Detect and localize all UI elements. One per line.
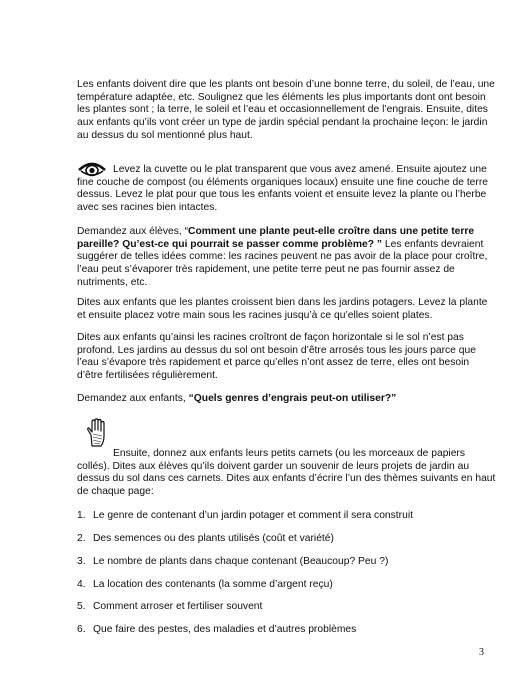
ask-question-text: Comment une plante peut-elle croître dans une petite terre pareille? Qu’est-ce qui pourrait se passer comme problème? ” [77, 226, 475, 250]
list-item-text: Le genre de contenant d’un jardin potager et comment il sera construit [93, 510, 413, 521]
paragraph-notebooks: Ensuite, donnez aux enfants leurs petits carnets (ou les morceaux de papiers collés). Dites aux élèves qu’ils doivent garder un souvenir de leurs projets de jardin au dessus du sol dans ces carnets. Dites aux enfants d’écrire l’un des thèmes suivants en haut de chaque page: [77, 448, 496, 498]
list-item-number: 3. [77, 556, 86, 567]
list-item [77, 579, 333, 590]
hand-icon [85, 418, 109, 448]
page-number: 3 [479, 647, 484, 658]
ask-intro-text: Demandez aux élèves, “ [77, 226, 189, 237]
paragraph-roots-horizontal: Dites aux enfants qu’ainsi les racines croîtront de façon horizontale si le sol n’est pas profond. Les jardins au dessus du sol ont besoin d’être arrosés tous les jours parce que l’eau s’évapore très rapidement et parce qu’elles n’ont assez de terre, elles ont besoin d’être fertilisées régulièrement. [77, 332, 476, 382]
list-item-text: Que faire des pestes, des maladies et d’autres problèmes [93, 624, 357, 635]
fertilizer-question-text: “Quels genres d’engrais peut-on utiliser?” [188, 393, 397, 404]
list-item [77, 533, 334, 544]
ask-answer-text: Les enfants devraient suggérer de telles idées comme: les racines peuvent ne pas avoir de la place pour croître, l’eau peut s’évaporer très rapidement, une petite terre peut ne pas fournir assez de nutriments, etc. [77, 238, 488, 288]
list-item-number: 5. [77, 601, 86, 612]
list-item-text: Des semences ou des plants utilisés (coût et variété) [93, 533, 334, 544]
paragraph-intro: Les enfants doivent dire que les plants ont besoin d’une bonne terre, du soleil, de l’eau, une température adaptée, etc. Soulignez que les éléments les plus importants dont ont besoin les plantes sont ; la terre, le soleil et l’eau et occasionnellement de l’engrais. Ensuite, dites aux enfants qu’ils vont créer un type de jardin spécial pendant la prochaine leçon: le jardin au dessus du sol mentionné plus haut. [77, 79, 495, 141]
list-item-number: 6. [77, 624, 86, 635]
list-item-text: La location des contenants (la somme d’argent reçu) [93, 579, 333, 590]
list-item [77, 556, 388, 567]
list-item [77, 601, 262, 612]
list-item-number: 2. [77, 533, 86, 544]
paragraph-ask-fertilizer [77, 393, 497, 406]
list-item-number: 1. [77, 510, 86, 521]
paragraph-lift-dish: Levez la cuvette ou le plat transparent que vous avez amené. Ensuite ajoutez une fine couche de compost (ou éléments organiques locaux) ensuite une fine couche de terre dessus. Levez le plat pour que tous les enfants voient et ensuite levez la plante ou l’herbe avec ses racines bien intactes. [77, 164, 488, 214]
list-item [77, 510, 413, 521]
list-item [77, 624, 356, 635]
list-item-text: Le nombre de plants dans chaque contenant (Beaucoup? Peu ?) [93, 556, 389, 567]
fertilizer-intro-text: Demandez aux enfants, [77, 393, 189, 404]
list-item-text: Comment arroser et fertiliser souvent [93, 601, 263, 612]
paragraph-vegetable-gardens: Dites aux enfants que les plantes croissent bien dans les jardins potagers. Levez la plante et ensuite placez votre main sous les racines jusqu’à ce qu’elles soient plates. [77, 297, 488, 321]
list-item-number: 4. [77, 579, 86, 590]
paragraph-ask-students [77, 226, 497, 290]
